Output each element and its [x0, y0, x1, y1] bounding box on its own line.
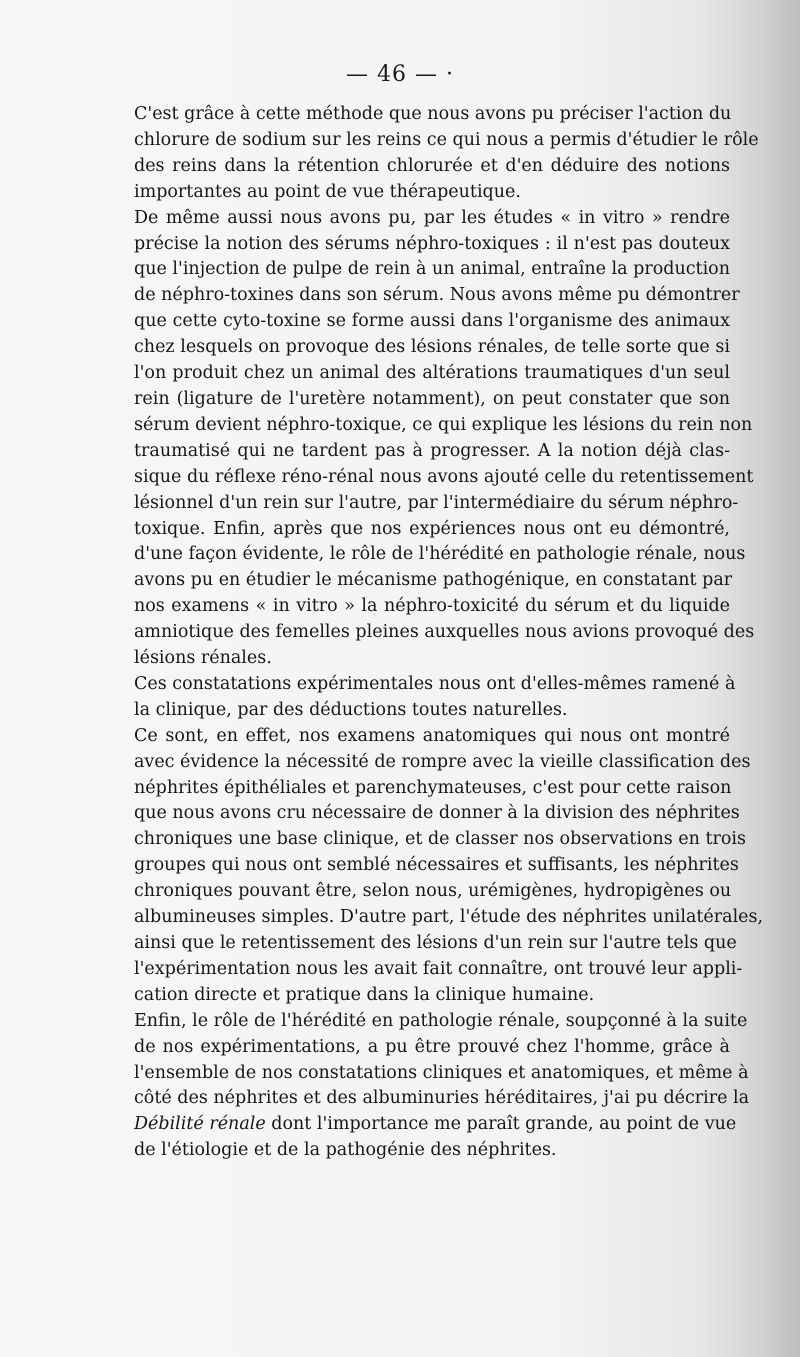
- italic-term: Débilité rénale: [134, 1114, 266, 1135]
- text-line: d'une façon évidente, le rôle de l'hérédité en pathologie rénale, nous: [134, 544, 746, 565]
- text-line: chez lesquels on provoque des lésions rénales, de telle sorte que si: [134, 337, 730, 358]
- text-line: des reins dans la rétention chlorurée et d'en déduire des notions: [134, 155, 730, 176]
- text-line: rein (ligature de l'uretère notamment), on peut constater que son: [134, 388, 730, 409]
- text-line: l'on produit chez un animal des altérations traumatiques d'un seul: [134, 363, 730, 384]
- text-line: côté des néphrites et des albuminuries héréditaires, j'ai pu décrire la: [134, 1088, 750, 1109]
- text-line: néphrites épithéliales et parenchymateuses, c'est pour cette raison: [134, 777, 732, 798]
- text-line: Ces constatations expérimentales nous ont d'elles-mêmes ramené à: [134, 673, 736, 694]
- text-fragment: dont l'importance me paraît grande, au point de vue: [265, 1114, 737, 1135]
- text-line: chroniques une base clinique, et de classer nos observations en trois: [134, 829, 746, 850]
- text-line: albumineuses simples. D'autre part, l'étude des néphrites unilatérales,: [134, 907, 764, 928]
- text-line: que nous avons cru nécessaire de donner à la division des néphrites: [134, 803, 740, 824]
- text-line: l'ensemble de nos constatations cliniques et anatomiques, et même à: [134, 1062, 749, 1083]
- text-line: précise la notion des sérums néphro-toxiques : il n'est pas douteux: [134, 233, 730, 254]
- text-line: importantes au point de vue thérapeutique.: [134, 181, 521, 202]
- page-number: — 46 — ·: [346, 62, 454, 87]
- text-line: de nos expérimentations, a pu être prouvé chez l'homme, grâce à: [134, 1036, 730, 1057]
- text-line: l'expérimentation nous les avait fait connaître, ont trouvé leur appli-: [134, 958, 743, 979]
- text-line: de l'étiologie et de la pathogénie des néphrites.: [134, 1140, 557, 1161]
- text-line: Enfin, le rôle de l'hérédité en pathologie rénale, soupçonné à la suite: [134, 1010, 748, 1031]
- text-line: sérum devient néphro-toxique, ce qui explique les lésions du rein non: [134, 414, 753, 435]
- paragraph-3: [112, 672, 736, 724]
- paragraph-2: [112, 206, 755, 672]
- text-line: traumatisé qui ne tardent pas à progresser. A la notion déjà clas-: [134, 440, 730, 461]
- text-line: cation directe et pratique dans la clinique humaine.: [134, 984, 595, 1005]
- text-line: de néphro-toxines dans son sérum. Nous avons même pu démontrer: [134, 285, 740, 306]
- text-line: De même aussi nous avons pu, par les études « in vitro » rendre: [134, 207, 730, 228]
- text-line: lésions rénales.: [134, 648, 272, 669]
- text-line: lésionnel d'un rein sur l'autre, par l'intermédiaire du sérum néphro-: [134, 492, 739, 513]
- text-line: C'est grâce à cette méthode que nous avons pu préciser l'action du: [134, 104, 732, 124]
- text-line-with-italic: [112, 1112, 737, 1138]
- body-text: [112, 102, 764, 1164]
- paragraph-1: [112, 102, 759, 206]
- text-line: que l'injection de pulpe de rein à un animal, entraîne la production: [134, 259, 730, 280]
- text-line: ainsi que le retentissement des lésions d'un rein sur l'autre tels que: [134, 933, 737, 953]
- paragraph-4: [112, 724, 764, 1009]
- text-line: avons pu en étudier le mécanisme pathogénique, en constatant par: [134, 570, 733, 591]
- text-line: toxique. Enfin, après que nos expériences nous ont eu démontré,: [134, 518, 730, 539]
- paragraph-5: [112, 1009, 750, 1164]
- text-line: Ce sont, en effet, nos examens anatomiques qui nous ont montré: [134, 725, 730, 746]
- text-line: chlorure de sodium sur les reins ce qui nous a permis d'étudier le rôle: [134, 129, 759, 150]
- text-line: avec évidence la nécessité de rompre avec la vieille classification des: [134, 751, 751, 772]
- text-line: que cette cyto-toxine se forme aussi dans l'organisme des animaux: [134, 311, 730, 332]
- text-line: nos examens « in vitro » la néphro-toxicité du sérum et du liquide: [134, 596, 730, 617]
- text-line: groupes qui nous ont semblé nécessaires et suffisants, les néphrites: [134, 855, 739, 876]
- text-line: sique du réflexe réno-rénal nous avons ajouté celle du retentissement: [134, 466, 754, 487]
- text-line: chroniques pouvant être, selon nous, urémigènes, hydropigènes ou: [134, 881, 732, 902]
- text-line: la clinique, par des déductions toutes naturelles.: [134, 699, 568, 720]
- text-line: amniotique des femelles pleines auxquelles nous avions provoqué des: [134, 622, 755, 643]
